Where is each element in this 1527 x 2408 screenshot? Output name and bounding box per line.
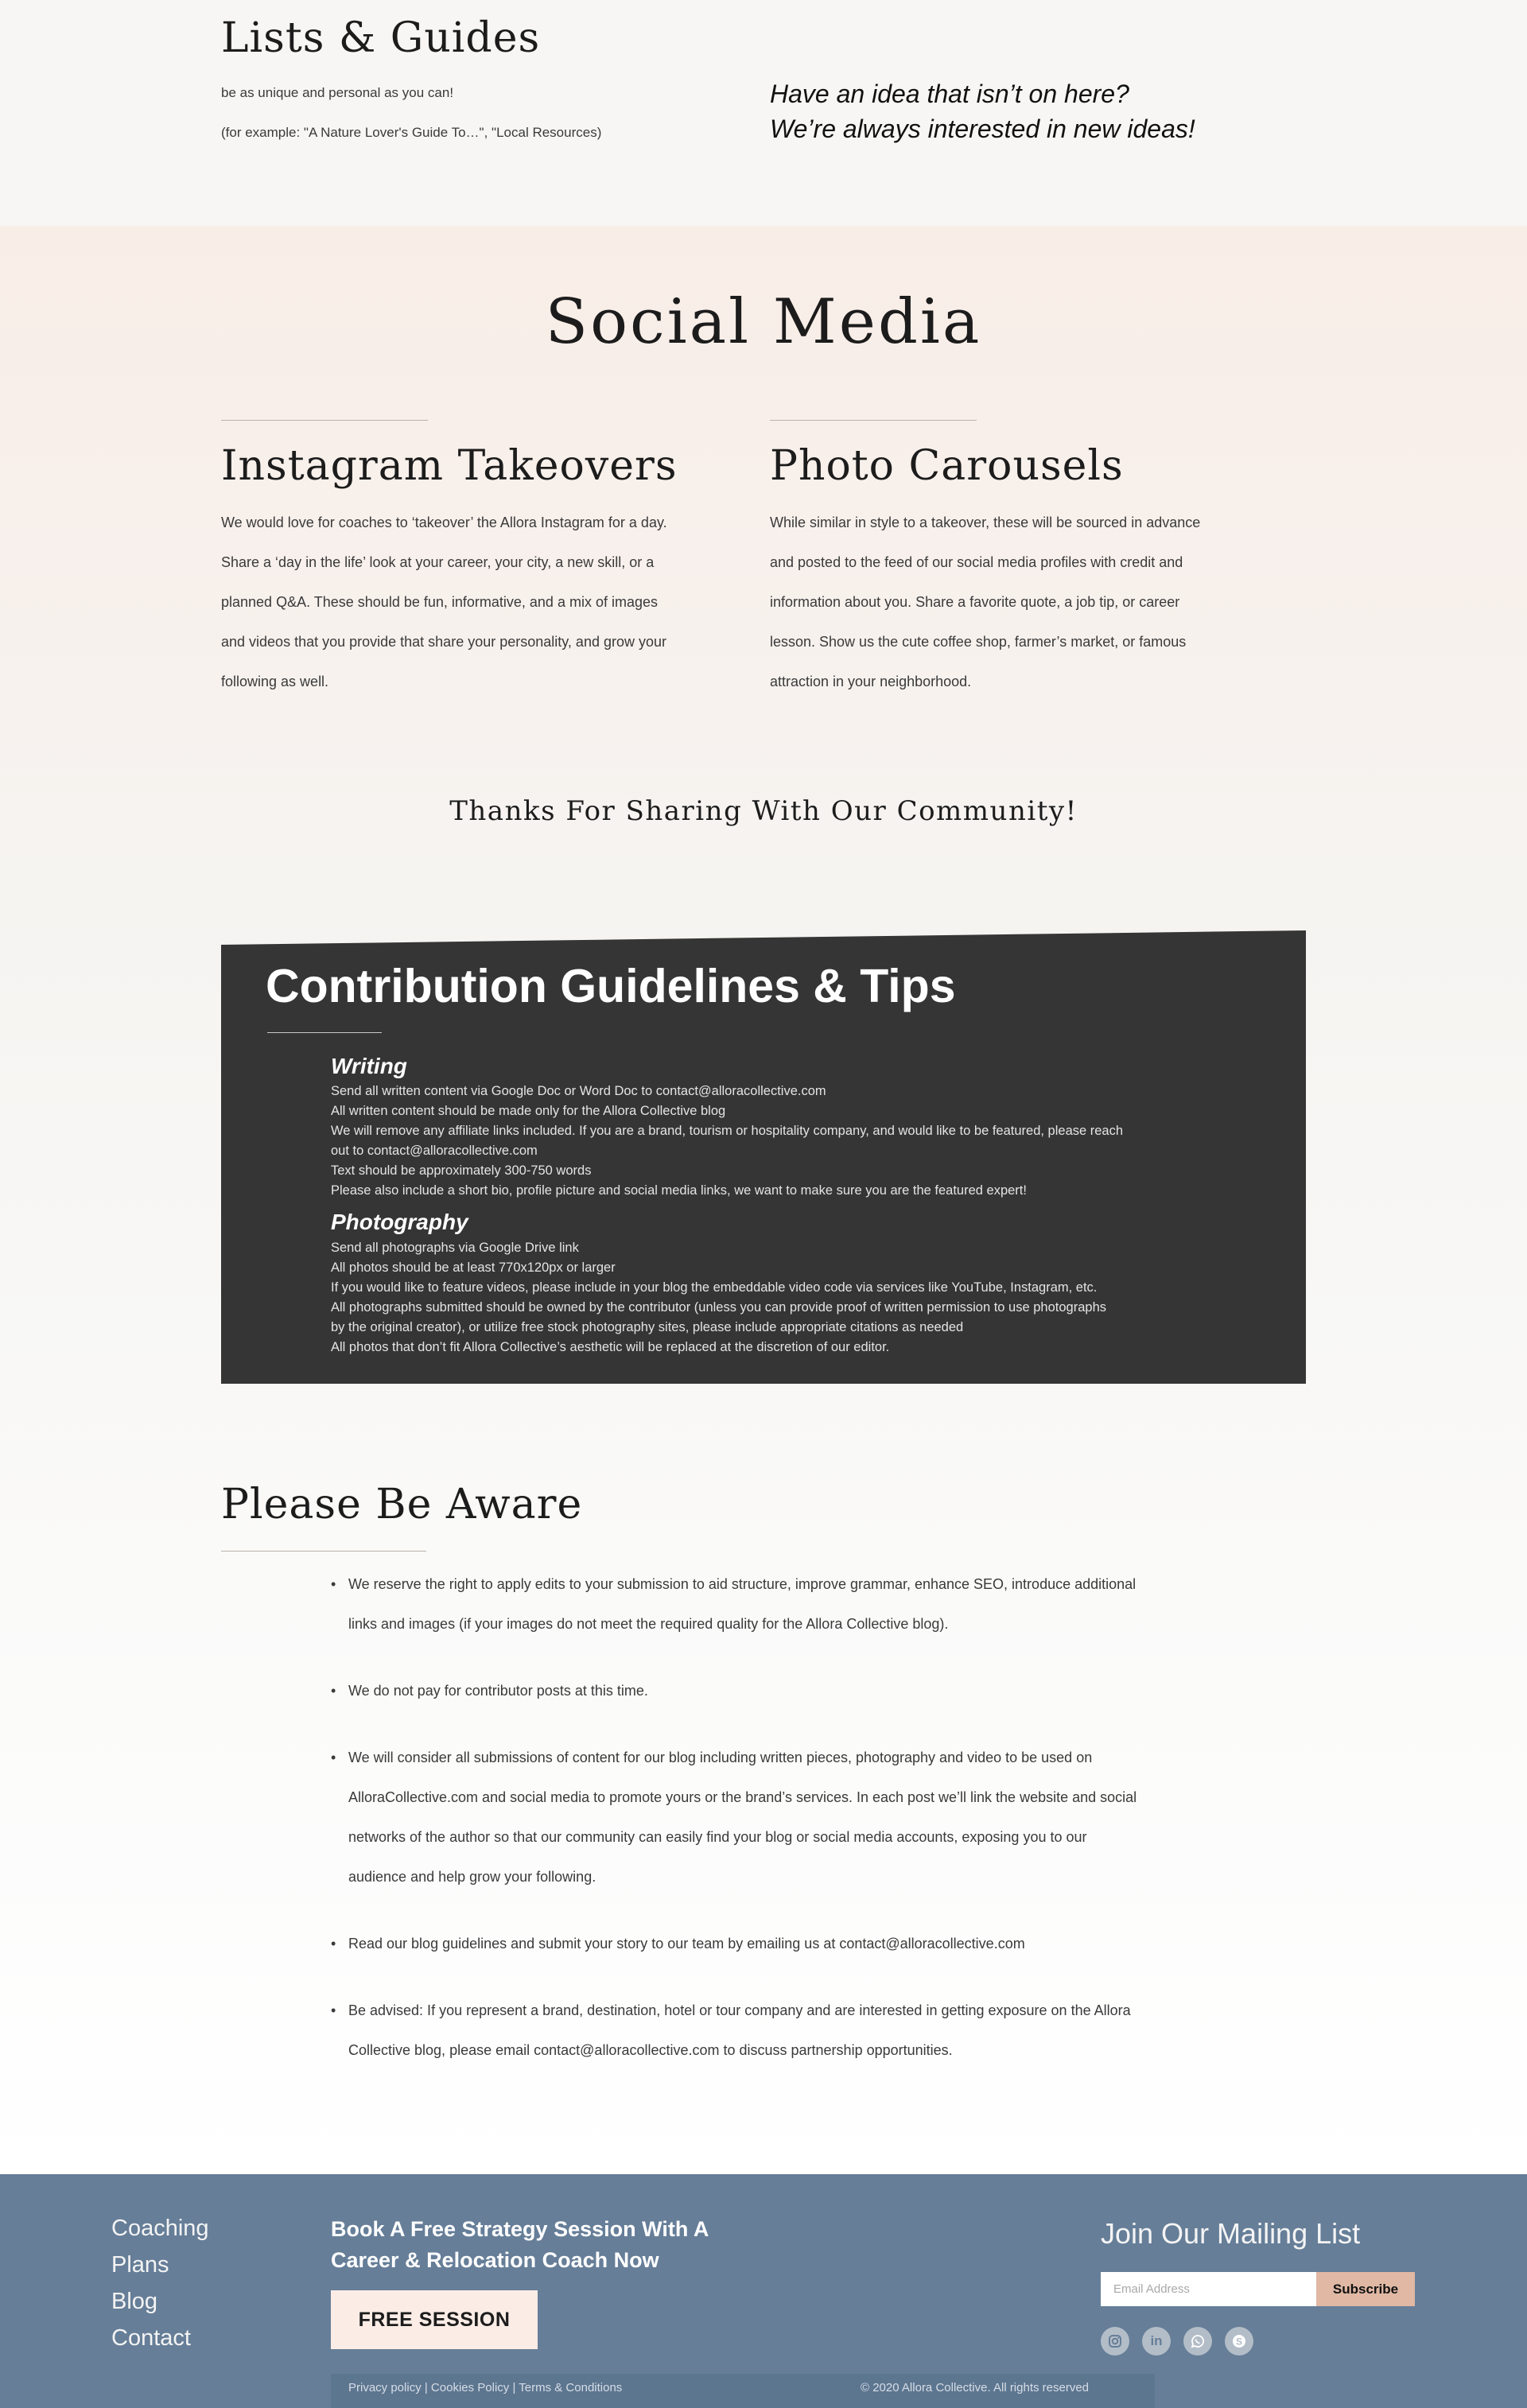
social-icons bbox=[1101, 2327, 1253, 2356]
aware-item bbox=[331, 1671, 1269, 1711]
writing-item: out to contact@alloracollective.com bbox=[331, 1144, 538, 1158]
lists-line-1: be as unique and personal as you can! bbox=[221, 85, 454, 100]
social-heading: Social Media bbox=[545, 286, 982, 358]
instagram-line: Share a ‘day in the life’ look at your career, your city, a new skill, or a bbox=[221, 554, 655, 570]
bullet-icon: • bbox=[331, 1576, 336, 1592]
instagram-line: We would love for coaches to ‘takeover’ the Allora Instagram for a day. bbox=[221, 515, 667, 530]
photography-item: Send all photographs via Google Drive link bbox=[331, 1241, 579, 1255]
instagram-title: Instagram Takeovers bbox=[221, 442, 678, 490]
legal-links[interactable]: Privacy policy | Cookies Policy | Terms & Conditions bbox=[348, 2381, 623, 2394]
guidelines-title: Contribution Guidelines & Tips bbox=[266, 960, 956, 1012]
photography-item: All photographs submitted should be owned by the contributor (unless you can provide proof of written permission to use photographs bbox=[331, 1300, 1106, 1315]
footer-nav-coaching[interactable]: Coaching bbox=[111, 2216, 209, 2241]
photography-item: by the original creator), or utilize free stock photography sites, please include appropriate citations as needed bbox=[331, 1320, 964, 1334]
aware-line: Be advised: If you represent a brand, destination, hotel or tour company and are interested in getting exposure on the Allora bbox=[348, 2002, 1131, 2018]
bullet-icon: • bbox=[331, 1750, 336, 1765]
aware-item bbox=[331, 1738, 1269, 1897]
lists-line-2: (for example: "A Nature Lover's Guide To…", "Local Resources) bbox=[221, 125, 602, 140]
free-session-button[interactable]: FREE SESSION bbox=[331, 2290, 538, 2349]
writing-heading: Writing bbox=[331, 1054, 407, 1078]
aware-item bbox=[331, 1924, 1269, 1963]
aware-divider bbox=[221, 1551, 426, 1552]
instagram-line: planned Q&A. These should be fun, informative, and a mix of images bbox=[221, 594, 658, 610]
bullet-icon: • bbox=[331, 1936, 336, 1952]
aware-line: audience and help grow your following. bbox=[348, 1869, 596, 1885]
footer-nav-contact[interactable]: Contact bbox=[111, 2325, 191, 2351]
mailing-list-title: Join Our Mailing List bbox=[1101, 2217, 1361, 2250]
aware-line: We do not pay for contributor posts at this time. bbox=[348, 1683, 648, 1699]
photography-item: All photos that don’t fit Allora Collective’s aesthetic will be replaced at the discretion of our editor. bbox=[331, 1340, 890, 1354]
carousels-line: and posted to the feed of our social media profiles with credit and bbox=[770, 554, 1183, 570]
carousels-title: Photo Carousels bbox=[770, 442, 1124, 490]
idea-line-1: Have an idea that isn’t on here? bbox=[770, 80, 1129, 108]
photography-item: If you would like to feature videos, please include in your blog the embeddable video code via services like YouTube, Instagram, etc. bbox=[331, 1280, 1098, 1295]
cta-line: Book A Free Strategy Session With A bbox=[331, 2217, 709, 2241]
aware-line: Read our blog guidelines and submit your story to our team by emailing us at contact@alloracollective.com bbox=[348, 1936, 1025, 1952]
skype-icon[interactable] bbox=[1225, 2327, 1253, 2356]
aware-item bbox=[331, 1564, 1269, 1644]
guidelines-divider bbox=[267, 1032, 382, 1033]
bullet-icon: • bbox=[331, 2002, 336, 2018]
aware-line: networks of the author so that our community can easily find your blog or social media accounts, exposing you to our bbox=[348, 1829, 1087, 1845]
whatsapp-icon[interactable] bbox=[1183, 2327, 1212, 2356]
carousels-divider bbox=[770, 420, 977, 421]
writing-item: Text should be approximately 300-750 words bbox=[331, 1163, 592, 1178]
aware-item bbox=[331, 1990, 1269, 2070]
writing-item: We will remove any affiliate links included. If you are a brand, tourism or hospitality company, and would like to be featured, please reach bbox=[331, 1124, 1124, 1138]
svg-text:S: S bbox=[1235, 2336, 1243, 2348]
cta-line: Career & Relocation Coach Now bbox=[331, 2248, 659, 2272]
aware-heading: Please Be Aware bbox=[221, 1481, 583, 1528]
carousels-line: lesson. Show us the cute coffee shop, farmer’s market, or famous bbox=[770, 634, 1187, 650]
aware-line: We will consider all submissions of content for our blog including written pieces, photography and video to be used on bbox=[348, 1750, 1093, 1765]
carousels-line: While similar in style to a takeover, these will be sourced in advance bbox=[770, 515, 1201, 530]
instagram-divider bbox=[221, 420, 428, 421]
writing-item: Please also include a short bio, profile picture and social media links, we want to make sure you are the featured expert! bbox=[331, 1183, 1027, 1198]
footer-nav-plans[interactable]: Plans bbox=[111, 2252, 169, 2278]
writing-item: Send all written content via Google Doc or Word Doc to contact@alloracollective.com bbox=[331, 1084, 826, 1098]
aware-line: links and images (if your images do not meet the required quality for the Allora Collective blog). bbox=[348, 1616, 949, 1632]
instagram-line: and videos that you provide that share your personality, and grow your bbox=[221, 634, 666, 650]
email-input[interactable] bbox=[1101, 2272, 1316, 2306]
aware-line: We reserve the right to apply edits to your submission to aid structure, improve grammar, enhance SEO, introduce additional bbox=[348, 1576, 1137, 1592]
photography-heading: Photography bbox=[331, 1210, 468, 1234]
linkedin-icon[interactable]: in bbox=[1142, 2327, 1171, 2356]
bullet-icon: • bbox=[331, 1683, 336, 1699]
subscribe-button[interactable]: Subscribe bbox=[1316, 2272, 1415, 2306]
aware-line: AlloraCollective.com and social media to promote yours or the brand’s services. In each post we’ll link the website and social bbox=[348, 1789, 1137, 1805]
aware-line: Collective blog, please email contact@alloracollective.com to discuss partnership opportunities. bbox=[348, 2042, 953, 2058]
copyright: © 2020 Allora Collective. All rights reserved bbox=[861, 2381, 1090, 2394]
cta-heading bbox=[331, 2214, 709, 2276]
footer-nav-blog[interactable]: Blog bbox=[111, 2289, 158, 2314]
writing-item: All written content should be made only for the Allora Collective blog bbox=[331, 1104, 726, 1118]
photography-item: All photos should be at least 770x120px or larger bbox=[331, 1260, 616, 1275]
carousels-line: attraction in your neighborhood. bbox=[770, 674, 972, 689]
lists-heading: Lists & Guides bbox=[221, 14, 541, 62]
carousels-description bbox=[770, 503, 1279, 701]
carousels-line: information about you. Share a favorite quote, a job tip, or career bbox=[770, 594, 1180, 610]
idea-line-2: We’re always interested in new ideas! bbox=[770, 115, 1195, 143]
instagram-line: following as well. bbox=[221, 674, 329, 689]
instagram-icon[interactable] bbox=[1101, 2327, 1129, 2356]
thanks-text: Thanks For Sharing With Our Community! bbox=[449, 795, 1078, 827]
writing-list bbox=[331, 1082, 1123, 1201]
instagram-description bbox=[221, 503, 730, 701]
photography-list bbox=[331, 1238, 1106, 1357]
aware-list bbox=[331, 1564, 1269, 2070]
